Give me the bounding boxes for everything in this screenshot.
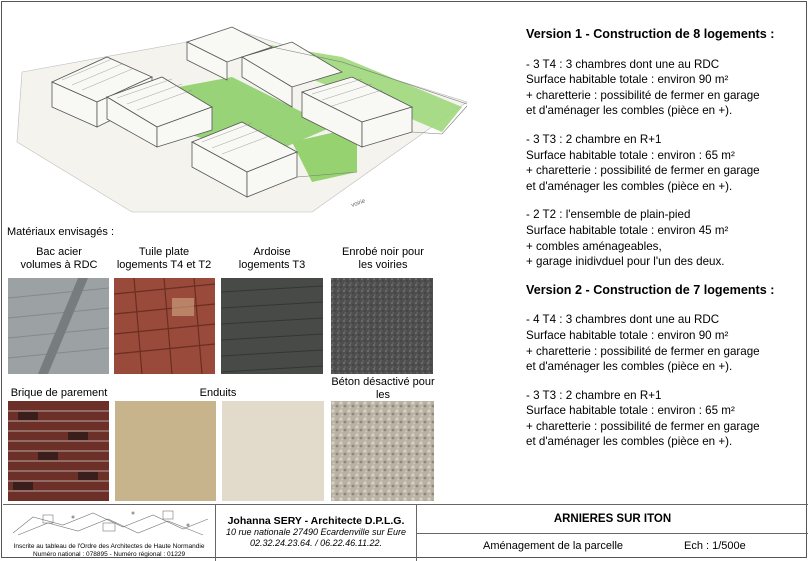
text-line: - 3 T4 : 3 chambres dont une au RDC — [526, 57, 720, 71]
caption-line: volumes à RDC — [20, 259, 98, 271]
swatch-enduit-clair — [222, 401, 324, 501]
text-line: Surface habitable totale : environ 45 m² — [526, 223, 729, 237]
text-line: - 3 T3 : 2 chambre en R+1 — [526, 132, 662, 146]
title-block — [3, 504, 808, 561]
project-info — [417, 505, 808, 561]
text-line: + charetterie : possibilité de fermer en garage — [526, 419, 760, 433]
version2-t4 — [526, 312, 806, 374]
caption-line: Brique de parement — [10, 387, 108, 399]
architect-info — [216, 505, 417, 561]
svg-text:voirie: voirie — [350, 198, 367, 209]
text-line: + charetterie : possibilité de fermer en garage — [526, 164, 760, 178]
text-line: + charetterie : possibilité de fermer en garage — [526, 344, 760, 358]
logo-graphic — [3, 505, 215, 541]
caption-tuile-plate — [113, 246, 215, 272]
text-line: et d'aménager les combles (pièce en +). — [526, 104, 733, 118]
version2-t3 — [526, 388, 806, 450]
swatch-enrobe — [331, 278, 433, 374]
text-line: Surface habitable totale : environ : 65 m² — [526, 148, 735, 162]
architect-name: Johanna SERY - Architecte D.P.L.G. — [227, 515, 405, 527]
caption-brique — [8, 387, 110, 400]
version1-t2 — [526, 207, 806, 269]
caption-line: Tuile plate — [138, 246, 190, 258]
version1-t3 — [526, 132, 806, 194]
architect-logo — [3, 505, 216, 561]
caption-line: Béton désactivé pour les — [331, 376, 435, 401]
swatch-brique — [8, 401, 109, 501]
logo-caption — [3, 543, 215, 559]
swatch-enduit-beige — [115, 401, 216, 501]
text-line: + combles aménageables, — [526, 239, 662, 253]
caption-line: les voiries — [358, 259, 408, 271]
text-line: - 3 T3 : 2 chambre en R+1 — [526, 388, 662, 402]
text-line: - 2 T2 : l'ensemble de plain-pied — [526, 208, 691, 222]
text-line: Surface habitable totale : environ : 65 m² — [526, 404, 735, 418]
project-name: ARNIERES SUR ITON — [417, 505, 808, 534]
logo-line: Inscrite au tableau de l'Ordre des Architectes de Haute Normandie — [13, 543, 205, 550]
drawing-scale: Ech : 1/500e — [684, 540, 746, 552]
version1-t4 — [526, 57, 806, 119]
caption-bac-acier — [8, 246, 110, 272]
text-line: Surface habitable totale : environ 90 m² — [526, 73, 729, 87]
materials-title: Matériaux envisagés : — [7, 226, 114, 238]
text-line: Surface habitable totale : environ 90 m² — [526, 328, 729, 342]
version1-title: Version 1 - Construction de 8 logements : — [526, 27, 775, 41]
caption-line: Bac acier — [36, 246, 82, 258]
site-sketch — [12, 22, 472, 232]
text-line: et d'aménager les combles (pièce en +). — [526, 360, 733, 374]
logo-line: Numéro national : 078895 - Numéro régional : 01229 — [32, 551, 186, 558]
swatch-bac-acier — [8, 278, 109, 374]
version2-title: Version 2 - Construction de 7 logements : — [526, 282, 775, 297]
text-line: - 4 T4 : 3 chambres dont une au RDC — [526, 313, 720, 327]
text-line: et d'aménager les combles (pièce en +). — [526, 179, 733, 193]
swatch-ardoise — [221, 278, 323, 374]
caption-ardoise — [220, 246, 324, 272]
caption-enrobe — [330, 246, 436, 272]
swatch-tuile-plate — [114, 278, 215, 374]
text-line: et d'aménager les combles (pièce en +). — [526, 435, 733, 449]
caption-line: logements T3 — [238, 259, 306, 271]
architect-address: 10 rue nationale 27490 Ecardenville sur Eure — [225, 527, 407, 537]
caption-line: Enduits — [199, 387, 237, 399]
architect-phones: 02.32.24.23.64. / 06.22.46.11.22. — [250, 538, 382, 548]
text-line: + garage inidivduel pour l'un des deux. — [526, 255, 725, 269]
caption-line: logements T4 et T2 — [116, 259, 212, 271]
swatch-beton — [331, 401, 434, 501]
caption-line: Ardoise — [253, 246, 291, 258]
drawing-subject: Aménagement de la parcelle — [483, 540, 624, 552]
text-line: + charetterie : possibilité de fermer en garage — [526, 88, 760, 102]
program-text — [526, 27, 806, 463]
caption-line: Enrobé noir pour — [342, 246, 424, 258]
caption-enduits — [113, 387, 323, 400]
